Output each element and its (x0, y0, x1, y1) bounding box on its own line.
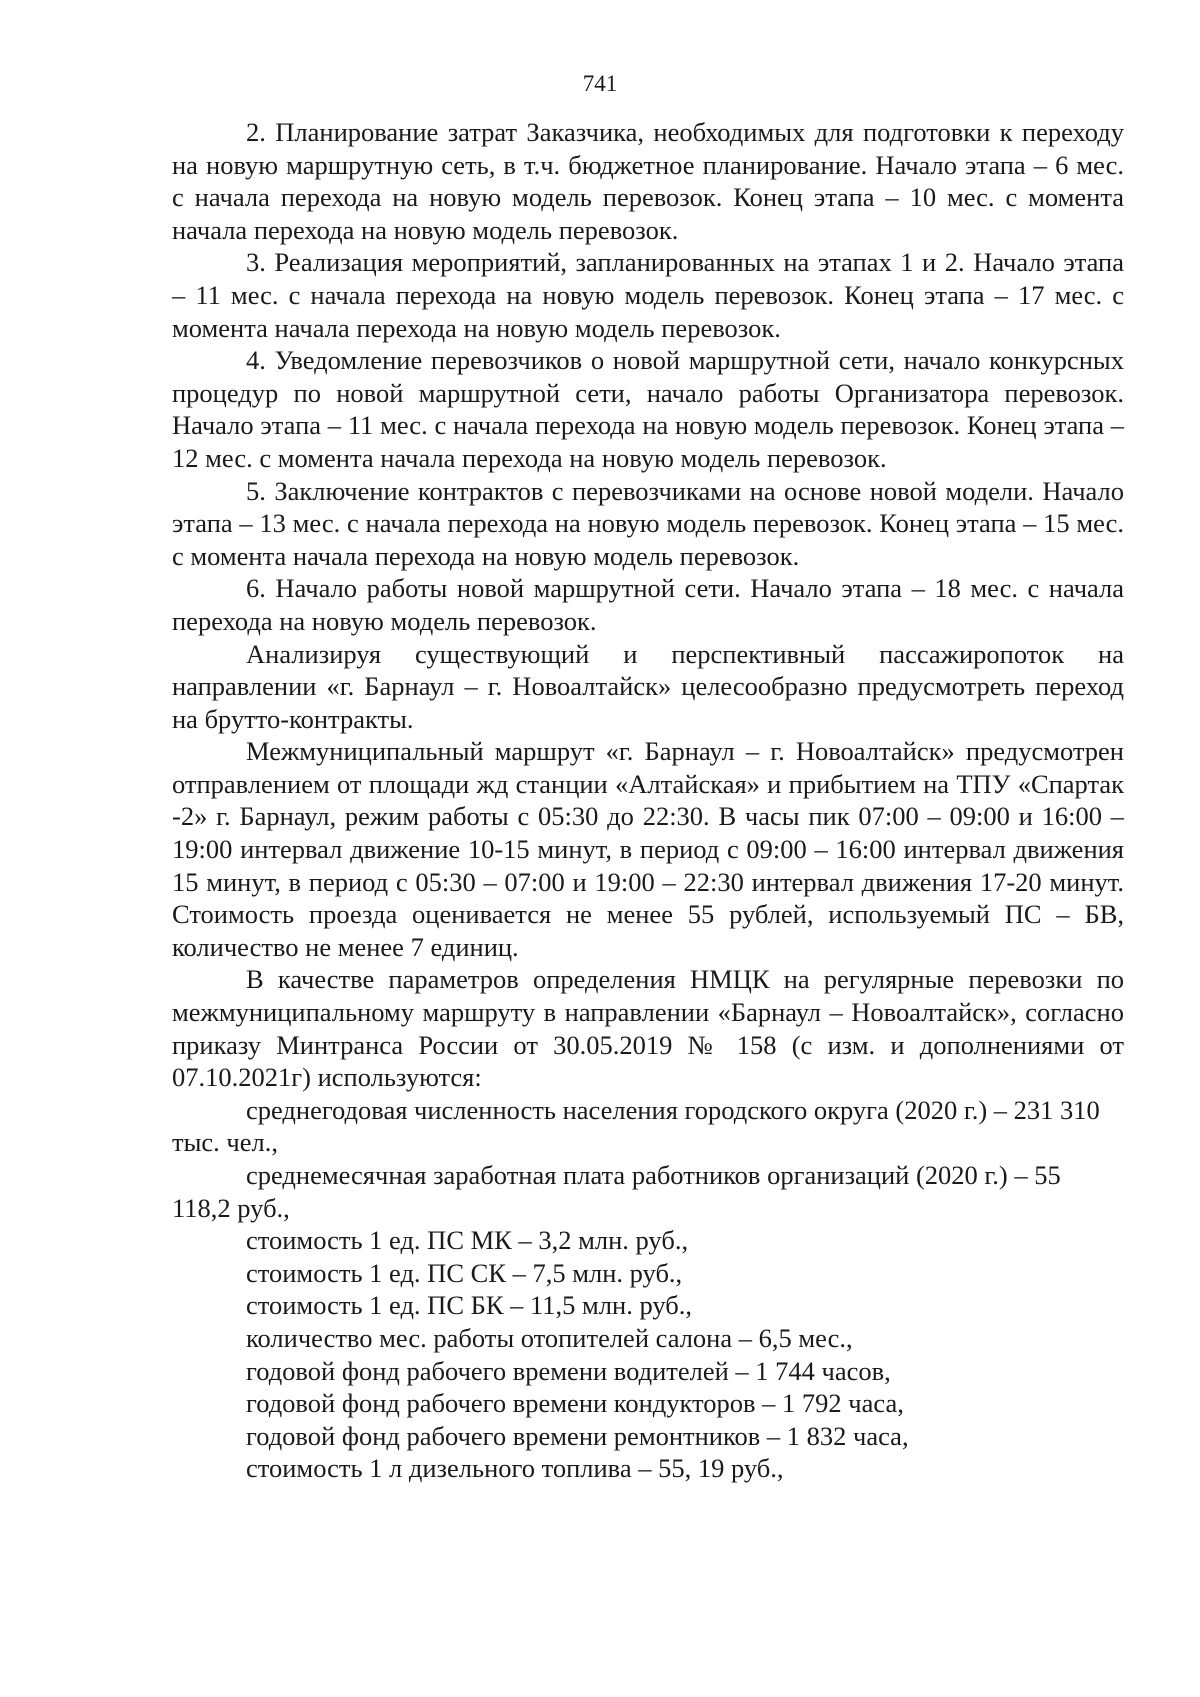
parameter-mechanics-hours: годовой фонд рабочего времени ремонтников – 1 832 часа, (246, 1420, 909, 1451)
parameter-salary: среднемесячная заработная плата работников организаций (2020 г.) – 55 118,2 руб., (172, 1160, 1061, 1223)
parameter-population: среднегодовая численность населения городского округа (2020 г.) – 231 310 тыс. чел., (172, 1094, 1100, 1158)
parameter-conductors-hours: годовой фонд рабочего времени кондукторов – 1 792 часа, (246, 1388, 904, 1419)
page-number: 741 (582, 71, 618, 96)
paragraph-stage-5: 5. Заключение контрактов с перевозчиками на основе новой модели. Начало этапа – 13 мес. с начала перехода на новую модель перевозок. Конец этапа – 15 мес. с момента начала перехода на новую модель перевозок. (172, 475, 1124, 571)
paragraph-passenger-flow: Анализируя существующий и перспективный пассажиропоток на направлении «г. Барнаул – г. Новоалтайск» целесообразно предусмотреть переход на брутто-контракты. (172, 638, 1124, 734)
paragraph-stage-4: 4. Уведомление перевозчиков о новой маршрутной сети, начало конкурсных процедур по новой маршрутной сети, начало работы Организатора перевозок. Начало этапа – 11 мес. с начала перехода на новую модель перевозок. Конец этапа – 12 мес. с момента начала перехода на новую модель перевозок. (172, 345, 1124, 473)
paragraph-stage-6: 6. Начало работы новой маршрутной сети. Начало этапа – 18 мес. с начала перехода на новую модель перевозок. (172, 573, 1124, 636)
paragraph-route-description: Межмуниципальный маршрут «г. Барнаул – г. Новоалтайск» предусмотрен отправлением от площади жд станции «Алтайская» и прибытием на ТПУ «Спартак -2» г. Барнаул, режим работы с 05:30 до 22:30. В часы пик 07:00 – 09:00 и 16:00 – 19:00 интервал движение 10-15 минут, в период с 09:00 – 16:00 интервал движения 15 минут, в период с 05:30 – 07:00 и 19:00 – 22:30 интервал движения 17-20 минут. Стоимость проезда оценивается не менее 55 рублей, используемый ПС – БВ, количество не менее 7 единиц. (172, 736, 1124, 962)
parameter-drivers-hours: годовой фонд рабочего времени водителей – 1 744 часов, (246, 1355, 891, 1386)
paragraph-stage-2: 2. Планирование затрат Заказчика, необходимых для подготовки к переходу на новую маршрутную сеть, в т.ч. бюджетное планирование. Начало этапа – 6 мес. с начала перехода на новую модель перевозок. Конец этапа – 10 мес. с момента начала перехода на новую модель перевозок. (172, 117, 1124, 245)
parameter-cost-mk: стоимость 1 ед. ПС МК – 3,2 млн. руб., (246, 1225, 689, 1256)
parameter-heater-months: количество мес. работы отопителей салона – 6,5 мес., (246, 1322, 853, 1353)
parameter-diesel-cost: стоимость 1 л дизельного топлива – 55, 19 руб., (246, 1453, 784, 1484)
parameter-cost-sk: стоимость 1 ед. ПС СК – 7,5 млн. руб., (246, 1257, 683, 1288)
parameter-cost-bk: стоимость 1 ед. ПС БК – 11,5 млн. руб., (246, 1290, 692, 1321)
paragraph-nmck-parameters: В качестве параметров определения НМЦК на регулярные перевозки по межмуниципальному маршруту в направлении «Барнаул – Новоалтайск», согласно приказу Минтранса России от 30.05.2019 № 158 (с изм. и дополнениями от 07.10.2021г) используются: (172, 964, 1124, 1093)
paragraph-stage-3: 3. Реализация мероприятий, запланированных на этапах 1 и 2. Начало этапа – 11 мес. с начала перехода на новую модель перевозок. Конец этапа – 17 мес. с момента начала перехода на новую модель перевозок. (172, 247, 1124, 343)
document-body (172, 116, 1124, 1485)
